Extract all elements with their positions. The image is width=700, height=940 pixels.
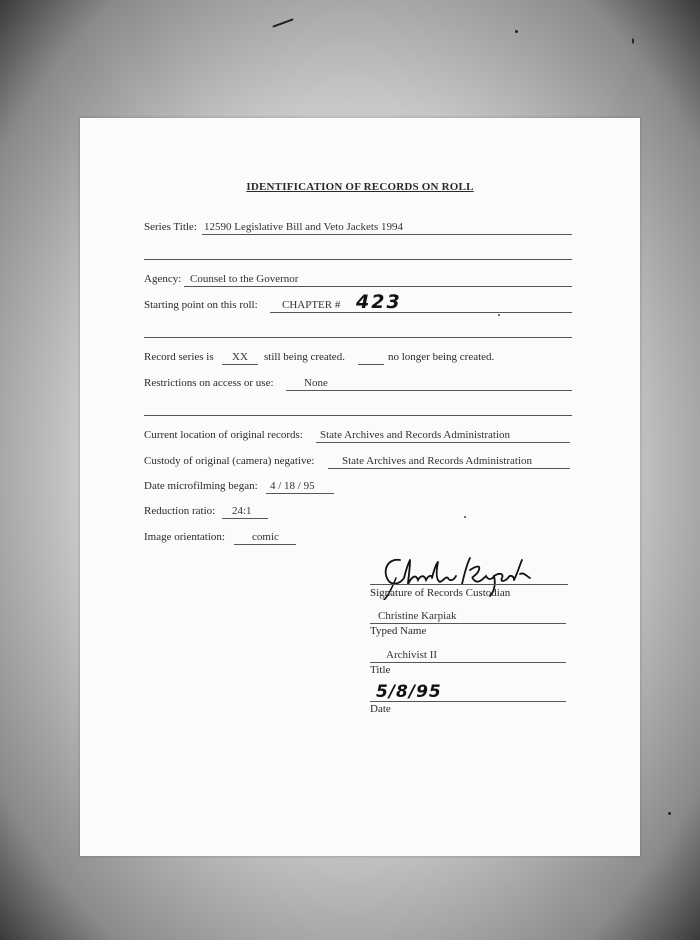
series-title-label: Series Title: <box>144 221 197 233</box>
current-location-rule <box>316 442 570 443</box>
blank-rule <box>144 337 572 338</box>
reduction-value: 24:1 <box>232 505 252 517</box>
starting-point-rule <box>270 312 572 313</box>
no-longer-rule <box>358 364 384 365</box>
typed-name-label: Typed Name <box>370 625 427 637</box>
starting-point-label: Starting point on this roll: <box>144 299 258 311</box>
blank-rule <box>144 415 572 416</box>
current-location-label: Current location of original records: <box>144 429 303 441</box>
orientation-value: comic <box>252 531 279 543</box>
film-scratch <box>272 18 293 27</box>
reduction-label: Reduction ratio: <box>144 505 216 517</box>
record-series-mark-rule <box>222 364 258 365</box>
date-label: Date <box>370 703 391 715</box>
records-form-page <box>80 118 640 856</box>
title-rule <box>370 662 566 663</box>
record-series-mark: XX <box>232 351 248 363</box>
series-title-value: 12590 Legislative Bill and Veto Jackets 1994 <box>204 221 403 233</box>
chapter-number-handwritten: 423 <box>356 291 402 313</box>
custody-label: Custody of original (camera) negative: <box>144 455 315 467</box>
restrictions-rule <box>286 390 572 391</box>
current-location-value: State Archives and Records Administration <box>320 429 511 441</box>
date-began-rule <box>266 493 334 494</box>
signature-label: Signature of Records Custodian <box>370 587 511 599</box>
date-handwritten: 5/8/95 <box>376 682 442 702</box>
blank-rule <box>144 259 572 260</box>
series-title-rule <box>202 234 572 235</box>
date-rule <box>370 701 566 702</box>
restrictions-value: None <box>304 377 328 389</box>
typed-name-rule <box>370 623 566 624</box>
paper-speck <box>464 516 466 518</box>
date-began-label: Date microfilming began: <box>144 480 258 492</box>
orientation-rule <box>234 544 296 545</box>
no-longer-being-created-text: no longer being created. <box>388 351 495 363</box>
record-series-label: Record series is <box>144 351 214 363</box>
starting-point-value: CHAPTER # <box>282 299 341 311</box>
film-speck <box>515 30 518 33</box>
agency-rule <box>184 286 572 287</box>
agency-label: Agency: <box>144 273 182 285</box>
signature-rule <box>370 584 568 585</box>
title-label: Title <box>370 664 391 676</box>
date-began-value: 4 / 18 / 95 <box>270 480 315 492</box>
orientation-label: Image orientation: <box>144 531 225 543</box>
typed-name-value: Christine Karpiak <box>378 610 457 622</box>
still-being-created-text: still being created. <box>264 351 345 363</box>
restrictions-label: Restrictions on access or use: <box>144 377 274 389</box>
title-value: Archivist II <box>386 649 438 661</box>
form-heading: IDENTIFICATION OF RECORDS ON ROLL <box>246 181 474 193</box>
film-speck <box>668 812 671 815</box>
custody-rule <box>328 468 570 469</box>
film-speck <box>632 38 634 44</box>
reduction-rule <box>222 518 268 519</box>
paper-speck <box>498 314 500 316</box>
agency-value: Counsel to the Governor <box>190 273 299 285</box>
custody-value: State Archives and Records Administration <box>342 455 533 467</box>
